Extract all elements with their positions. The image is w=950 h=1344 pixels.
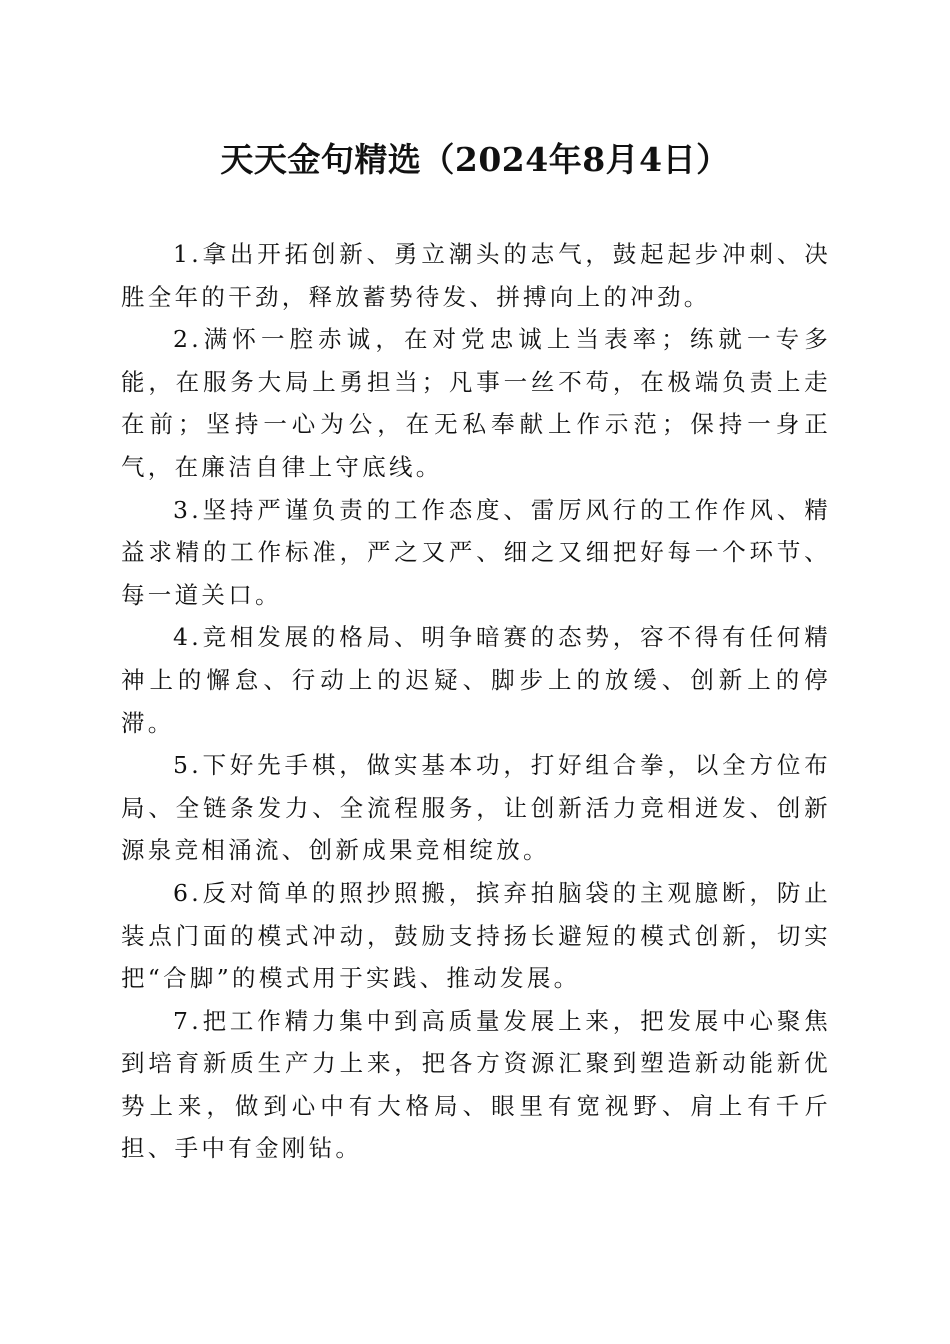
- paragraph-2: 2.满怀一腔赤诚，在对党忠诚上当表率；练就一专多能，在服务大局上勇担当；凡事一丝不苟，在极端负责上走在前；坚持一心为公，在无私奉献上作示范；保持一身正气，在廉洁自律上守底线。: [121, 325, 831, 481]
- paragraph-7: 7.把工作精力集中到高质量发展上来，把发展中心聚焦到培育新质生产力上来，把各方资源汇聚到塑造新动能新优势上来，做到心中有大格局、眼里有宽视野、肩上有千斤担、手中有金刚钻。: [121, 1006, 831, 1163]
- paragraph-5: 5.下好先手棋，做实基本功，打好组合拳，以全方位布局、全链条发力、全流程服务，让创新活力竞相迸发、创新源泉竞相涌流、创新成果竞相绽放。: [121, 751, 831, 865]
- paragraph-6: 6.反对简单的照抄照搬，摈弃拍脑袋的主观臆断，防止装点门面的模式冲动，鼓励支持扬长避短的模式创新，切实把“合脚”的模式用于实践、推动发展。: [121, 878, 831, 993]
- paragraph-3: 3.坚持严谨负责的工作态度、雷厉风行的工作作风、精益求精的工作标准，严之又严、细之又细把好每一个环节、每一道关口。: [121, 495, 831, 609]
- document-body: [121, 233, 831, 1170]
- paragraph-4: 4.竞相发展的格局、明争暗赛的态势，容不得有任何精神上的懈怠、行动上的迟疑、脚步上的放缓、创新上的停滞。: [121, 623, 831, 737]
- page-title: 天天金句精选（2024年8月4日）: [220, 140, 730, 179]
- paragraph-1: 1.拿出开拓创新、勇立潮头的志气，鼓起起步冲刺、决胜全年的干劲，释放蓄势待发、拼搏向上的冲劲。: [121, 240, 831, 311]
